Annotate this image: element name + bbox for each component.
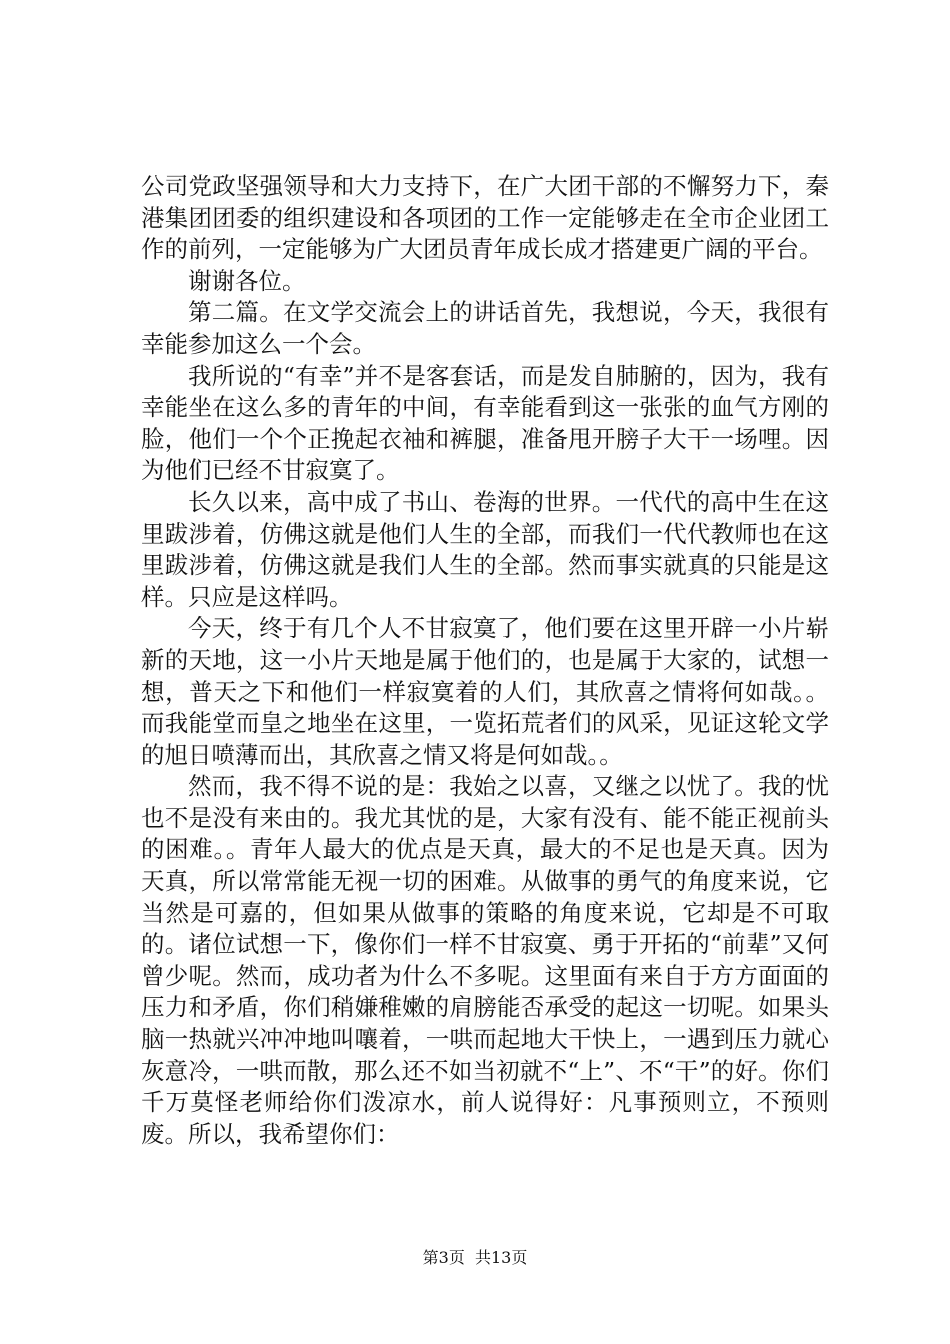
page-label-prefix: 第 [422,1248,439,1267]
paragraph: 我所说的“有幸”并不是客套话，而是发自肺腑的，因为，我有幸能坐在这么多的青年的中间，有幸能看到这一张张的血气方刚的脸，他们一个个正挽起衣袖和裤腿，准备甩开膀子大干一场哩。因为他们已经不甘寂寞了。 [141,361,829,485]
page-current: 3 [438,1248,449,1267]
paragraph: 然而，我不得不说的是：我始之以喜，又继之以忧了。我的忧也不是没有来由的。我尤其忧的是，大家有没有、能不能正视前头的困难。。青年人最大的优点是天真，最大的不足也是天真。因为天真，所以常常能无视一切的困难。从做事的勇气的角度来说，它当然是可嘉的，但如果从做事的策略的角度来说，它却是不可取的。诸位试想一下，像你们一样不甘寂寞、勇于开拓的“前辈”又何曾少呢。然而，成功者为什么不多呢。这里面有来自于方方面面的压力和矛盾，你们稍嫌稚嫩的肩膀能否承受的起这一切呢。如果头脑一热就兴冲冲地叫嚷着，一哄而起地大干快上，一遇到压力就心灰意冷，一哄而散，那么还不如当初就不“上”、不“干”的好。你们千万莫怪老师给你们泼凉水，前人说得好：凡事预则立，不预则废。所以，我希望你们： [141,772,829,1148]
paragraph-continuation: 公司党政坚强领导和大力支持下，在广大团干部的不懈努力下，秦港集团团委的组织建设和各项团的工作一定能够走在全市企业团工作的前列，一定能够为广大团员青年成长成才搭建更广阔的平台。 [141,172,829,264]
page-footer [0,1248,950,1268]
page-label-suffix: 页 [511,1248,528,1267]
paragraph: 今天，终于有几个人不甘寂寞了，他们要在这里开辟一小片崭新的天地，这一小片天地是属于他们的，也是属于大家的，试想一想，普天之下和他们一样寂寞着的人们，其欣喜之情将何如哉。。而我能堂而皇之地坐在这里，一览拓荒者们的风采，见证这轮文学的旭日喷薄而出，其欣喜之情又将是何如哉。。 [141,614,829,769]
document-body [141,171,829,1150]
paragraph: 长久以来，高中成了书山、卷海的世界。一代代的高中生在这里跋涉着，仿佛这就是他们人生的全部，而我们一代代教师也在这里跋涉着，仿佛这就是我们人生的全部。然而事实就真的只能是这样。只应是这样吗。 [141,487,829,611]
paragraph-thanks: 谢谢各位。 [188,266,306,295]
page-total: 13 [491,1248,512,1267]
paragraph-section-title: 第二篇。在文学交流会上的讲话首先，我想说，今天，我很有幸能参加这么一个会。 [141,298,829,358]
page-label-mid: 页 共 [448,1248,491,1267]
